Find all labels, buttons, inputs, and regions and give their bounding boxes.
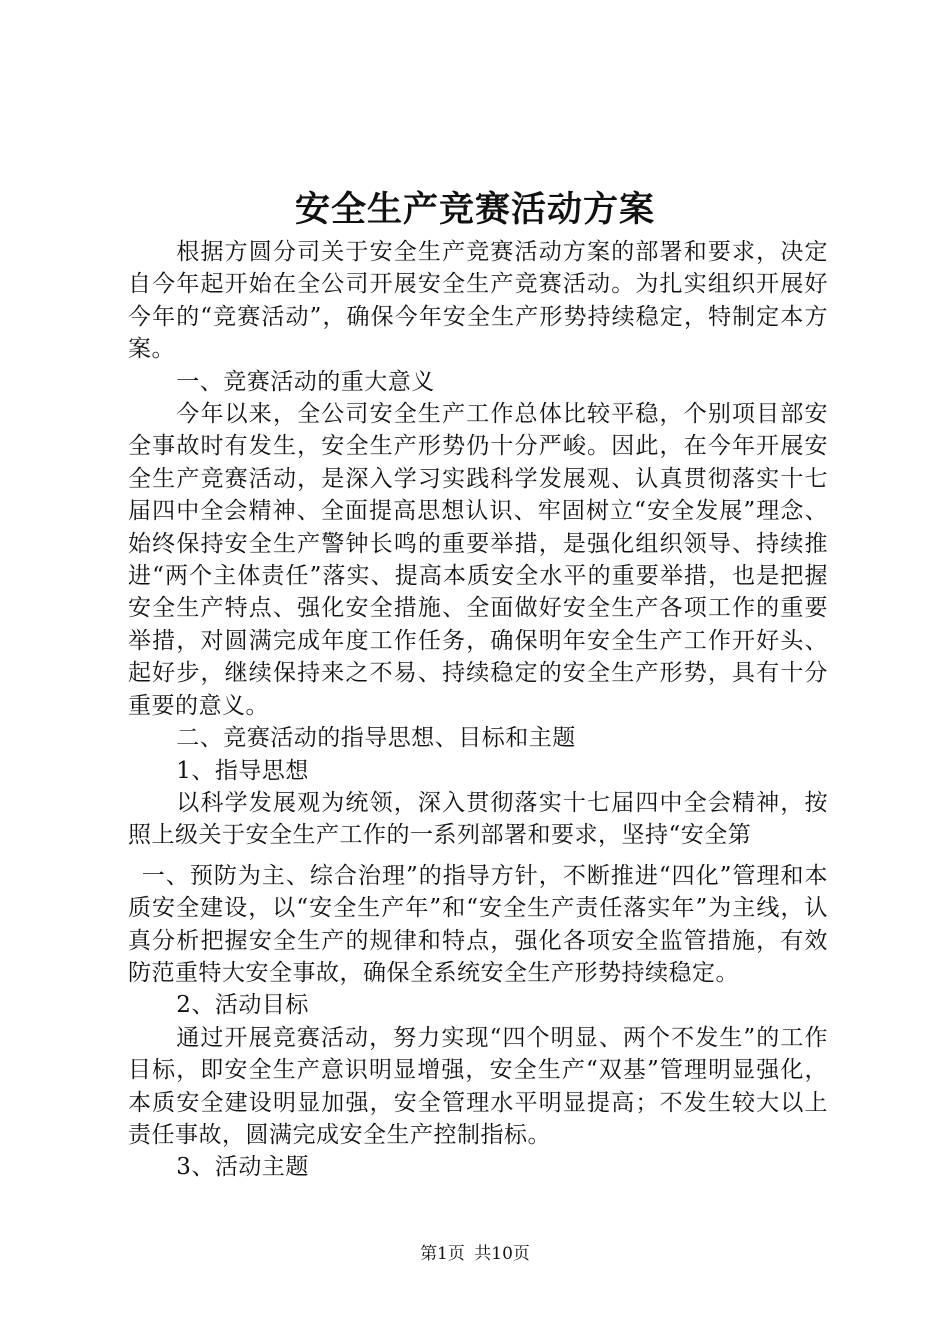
document-body (128, 236, 828, 1184)
subheading-activity-goals: 2、活动目标 (176, 992, 309, 1019)
document-title: 安全生产竞赛活动方案 (294, 189, 655, 230)
subheading-activity-theme: 3、活动主题 (176, 1154, 309, 1181)
guiding-thought-paragraph: 以科学发展观为统领，深入贯彻落实十七届四中全会精神，按照上级关于安全生产工作的一系列部署和要求，坚持“安全第 (128, 789, 828, 849)
total-pages: 共10页 (474, 1244, 530, 1264)
activity-goals-paragraph: 通过开展竞赛活动，努力实现“四个明显、两个不发生”的工作目标，即安全生产意识明显增强，安全生产“双基”管理明显强化，本质安全建设明显加强，安全管理水平明显提高；不发生较大以上责任事故，圆满完成安全生产控制指标。 (128, 1024, 828, 1148)
page-footer (0, 1243, 950, 1265)
significance-paragraph: 今年以来，全公司安全生产工作总体比较平稳，个别项目部安全事故时有发生，安全生产形势仍十分严峻。因此，在今年开展安全生产竞赛活动，是深入学习实践科学发展观、认真贯彻落实十七届四中全会精神、全面提高思想认识、牢固树立“安全发展”理念、始终保持安全生产警钟长鸣的重要举措，是强化组织领导、持续推进“两个主体责任”落实、提高本质安全水平的重要举措，也是把握安全生产特点、强化安全措施、全面做好安全生产各项工作的重要举措，对圆满完成年度工作任务，确保明年安全生产工作开好头、起好步，继续保持来之不易、持续稳定的安全生产形势，具有十分重要的意义。 (128, 401, 828, 719)
subheading-guiding-thought: 1、指导思想 (176, 757, 309, 784)
section-heading-guidance: 二、竞赛活动的指导思想、目标和主题 (176, 725, 576, 752)
section-heading-significance: 一、竞赛活动的重大意义 (176, 368, 435, 395)
intro-paragraph: 根据方圆分司关于安全生产竞赛活动方案的部署和要求，决定自今年起开始在全公司开展安全生产竞赛活动。为扎实组织开展好今年的“竞赛活动”，确保今年安全生产形势持续稳定，特制定本方案。 (128, 239, 828, 363)
page-number: 第1页 (420, 1244, 465, 1264)
guiding-thought-continuation: 一、预防为主、综合治理”的指导方针，不断推进“四化”管理和本质安全建设，以“安全生产年”和“安全生产责任落实年”为主线，认真分析把握安全生产的规律和特点，强化各项安全监管措施，有效防范重特大安全事故，确保全系统安全生产形势持续稳定。 (128, 862, 828, 986)
